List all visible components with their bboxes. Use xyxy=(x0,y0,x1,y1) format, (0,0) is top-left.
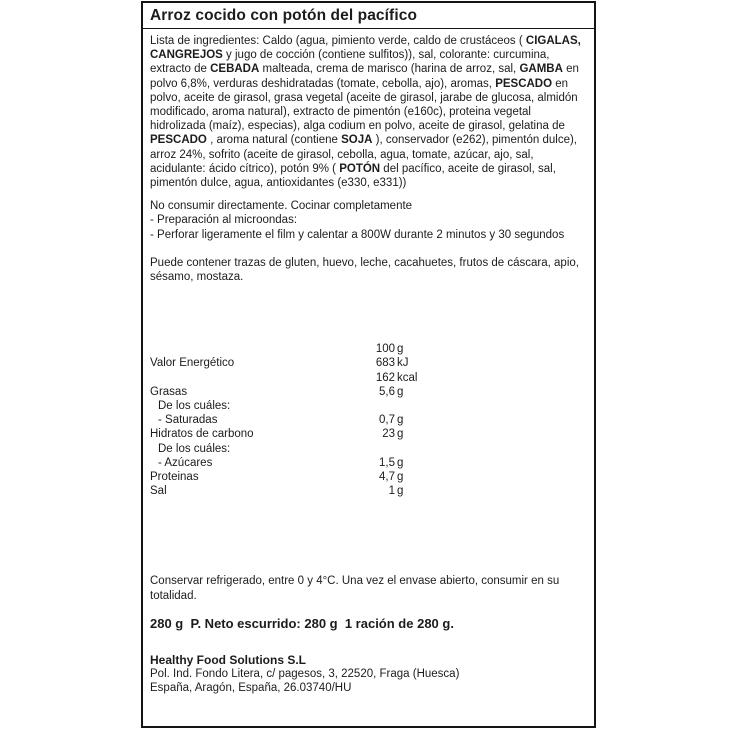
nutrition-row-label: Valor Energético xyxy=(150,357,235,370)
nutrition-row-label: De los cuáles: xyxy=(158,400,231,412)
product-label-box xyxy=(141,1,596,728)
nutrition-row-label xyxy=(150,342,332,356)
nutrition-row-label: - Azúcares xyxy=(158,456,213,469)
nutrition-row-label: Grasas xyxy=(150,385,188,398)
nutrition-row-unit: g xyxy=(397,385,404,398)
nutrition-table xyxy=(150,342,586,498)
nutrition-row-value xyxy=(332,399,395,413)
product-title: Arroz cocido con potón del pacífico xyxy=(143,3,594,29)
nutrition-row xyxy=(150,399,586,413)
nutrition-row xyxy=(150,385,586,399)
nutrition-row-unit: kJ xyxy=(397,357,409,370)
manufacturer-region: España, Aragón, España, 26.03740/HU xyxy=(150,682,352,695)
nutrition-row xyxy=(150,456,586,470)
nutrition-row xyxy=(150,371,586,385)
nutrition-row xyxy=(150,342,586,356)
nutrition-row-value: 0,7 xyxy=(379,414,395,427)
manufacturer-block xyxy=(150,653,586,696)
nutrition-row-value: 5,6 xyxy=(379,385,395,398)
cooking-instruction-line: No consumir directamente. Cocinar completamente xyxy=(150,200,413,213)
nutrition-row-label: Proteinas xyxy=(150,470,199,483)
nutrition-row-unit xyxy=(395,399,586,413)
nutrition-row-unit: kcal xyxy=(397,371,418,384)
nutrition-row-value: 683 xyxy=(375,357,395,370)
nutrition-row-label: Hidratos de carbono xyxy=(150,428,254,441)
ingredient-allergen-bold: GAMBA xyxy=(519,63,563,76)
ingredient-text-segment: malteada, crema de marisco (harina de arroz, sal, xyxy=(259,63,520,76)
nutrition-row-unit: g xyxy=(397,485,404,498)
ingredient-text-segment: en polvo 6,8%, verduras deshidratadas (tomate, cebolla, ajo), aromas, xyxy=(150,63,579,90)
nutrition-row-unit xyxy=(395,442,586,456)
nutrition-row-unit: g xyxy=(397,343,404,356)
nutrition-row-label: Sal xyxy=(150,485,167,498)
nutrition-row-label: De los cuáles: xyxy=(158,442,231,455)
nutrition-row-label: - Saturadas xyxy=(158,414,218,427)
nutrition-row-value xyxy=(332,442,395,456)
ingredient-allergen-bold: PESCADO xyxy=(150,134,207,147)
ingredient-allergen-bold: CIGALAS, CANGREJOS xyxy=(150,35,581,62)
nutrition-row-unit: g xyxy=(397,456,404,469)
label-content xyxy=(143,34,594,696)
nutrition-row-value: 4,7 xyxy=(379,470,395,483)
ingredient-allergen-bold: CEBADA xyxy=(210,63,260,76)
ingredient-text-segment: y jugo de cocción (contiene sulfitos)), sal, colorante: curcumina, extracto de xyxy=(150,49,550,76)
nutrition-row xyxy=(150,484,586,498)
nutrition-row xyxy=(150,427,586,441)
nutrition-row-value: 23 xyxy=(382,428,395,441)
ingredient-allergen-bold: SOJA xyxy=(341,134,373,147)
ingredient-text-segment: Lista de ingredientes: Caldo (agua, pimiento verde, caldo de crustáceos ( xyxy=(150,35,526,47)
nutrition-row xyxy=(150,413,586,427)
nutrition-row xyxy=(150,356,586,370)
nutrition-row-value: 1,5 xyxy=(379,456,395,469)
ingredient-text-segment: , aroma natural (contiene xyxy=(206,134,342,147)
ingredients-text xyxy=(150,34,586,190)
cooking-instruction-line: - Preparación al microondas: xyxy=(150,214,298,227)
ingredient-text-segment: ), conservador (e262), pimentón dulce), arroz 24%, sofrito (aceite de girasol, cebolla, agua, tomate, azúcar, ajo, sal, acidulante: ácido cítrico), potón 9% ( xyxy=(150,134,577,175)
net-weight-text: 280 g P. Neto escurrido: 280 g 1 ración de 280 g. xyxy=(150,615,454,631)
nutrition-row xyxy=(150,442,586,456)
manufacturer-address: Pol. Ind. Fondo Litera, c/ pagesos, 3, 22520, Fraga (Huesca) xyxy=(150,668,460,681)
ingredient-text-segment: en polvo, aceite de girasol, grasa vegetal (aceite de girasol, jarabe de glucosa, almidón modificado, aroma natural), extracto de pimentón (e160c), proteina vegetal hidrolizada (maíz), especias), alga codium en polvo, aceite de girasol, gelatina de xyxy=(150,77,578,133)
ingredient-allergen-bold: POTÓN xyxy=(339,162,381,175)
ingredient-allergen-bold: PESCADO xyxy=(495,77,553,90)
nutrition-row-value: 100 xyxy=(375,343,395,356)
nutrition-row-value: 1 xyxy=(388,485,395,498)
allergen-traces-text: Puede contener trazas de gluten, huevo, leche, cacahuetes, frutos de cáscara, apio, sésamo, mostaza. xyxy=(150,256,579,284)
cooking-instructions xyxy=(150,199,586,242)
storage-instructions-text: Conservar refrigerado, entre 0 y 4°C. Una vez el envase abierto, consumir en su totalidad. xyxy=(150,575,560,602)
nutrition-row-label xyxy=(150,371,332,385)
cooking-instruction-line: - Perforar ligeramente el film y calentar a 800W durante 2 minutos y 30 segundos xyxy=(150,228,565,241)
ingredient-text-segment: del pacífico, aceite de girasol, sal, pimentón dulce, agua, antioxidantes (e330, e331)) xyxy=(150,162,556,190)
manufacturer-name: Healthy Food Solutions S.L xyxy=(150,652,306,667)
nutrition-row-unit: g xyxy=(397,414,404,427)
nutrition-row-unit: g xyxy=(397,470,404,483)
nutrition-row-value: 162 xyxy=(375,371,395,384)
nutrition-row xyxy=(150,470,586,484)
nutrition-row-unit: g xyxy=(397,428,404,441)
